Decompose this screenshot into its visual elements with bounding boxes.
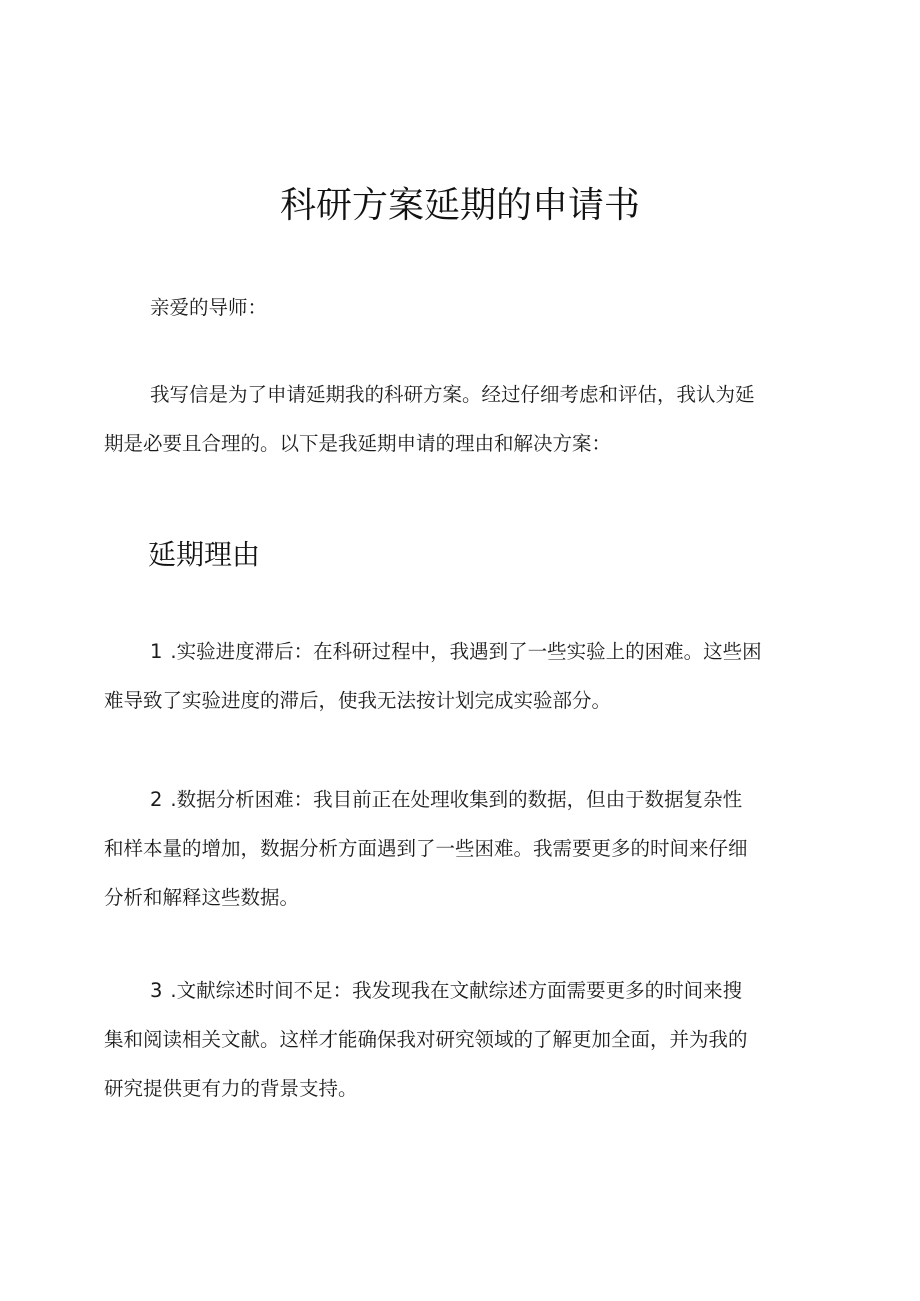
- reason-item-3: [104, 966, 820, 1113]
- reason-line: 集和阅读相关文献。这样才能确保我对研究领域的了解更加全面，并为我的: [104, 1028, 748, 1051]
- reason-item-1: [104, 627, 820, 725]
- reason-number: 2: [150, 788, 163, 811]
- intro-line: 我写信是为了申请延期我的科研方案。经过仔细考虑和评估，我认为延: [150, 383, 755, 406]
- reason-line: [104, 775, 820, 824]
- reason-text: .实验进度滞后：在科研过程中，我遇到了一些实验上的困难。这些困: [170, 640, 762, 663]
- section-heading: 延期理由: [148, 538, 261, 571]
- reason-line: 和样本量的增加，数据分析方面遇到了一些困难。我需要更多的时间来仔细: [104, 837, 748, 860]
- reason-number: 3: [150, 979, 163, 1002]
- document-title: 科研方案延期的申请书: [279, 185, 640, 226]
- reason-line: [104, 627, 820, 676]
- reason-line: 研究提供更有力的背景支持。: [104, 1077, 358, 1100]
- reason-number: 1: [150, 640, 163, 663]
- reason-line: 分析和解释这些数据。: [104, 886, 300, 909]
- intro-paragraph: [104, 370, 820, 468]
- reason-text: .数据分析困难：我目前正在处理收集到的数据，但由于数据复杂性: [170, 788, 743, 811]
- intro-line: 期是必要且合理的。以下是我延期申请的理由和解决方案：: [104, 432, 612, 455]
- reason-item-2: [104, 775, 820, 922]
- reason-line: [104, 966, 820, 1015]
- salutation: [104, 283, 820, 332]
- reason-text: .文献综述时间不足：我发现我在文献综述方面需要更多的时间来搜: [170, 979, 743, 1002]
- reason-line: 难导致了实验进度的滞后，使我无法按计划完成实验部分。: [104, 689, 612, 712]
- salutation-text: 亲爱的导师：: [150, 296, 268, 319]
